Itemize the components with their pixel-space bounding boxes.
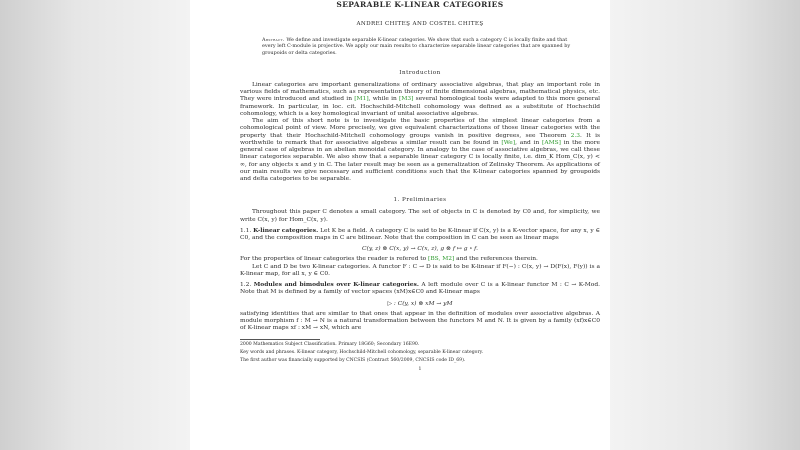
subsection-title: Modules and bimodules over K-linear categories.: [253, 281, 419, 289]
citation-link[interactable]: [M3]: [399, 96, 414, 103]
paper-title: SEPARABLE K-LINEAR CATEGORIES: [336, 0, 504, 9]
preliminaries-paragraph: Throughout this paper C denotes a small category. The set of objects in C is denoted by C0 and, for simplicity, we write C(x, y) for Hom_C(x, y).: [240, 209, 600, 223]
footnote-msc: 2000 Mathematics Subject Classification. Primary 18G60; Secondary 16E90.: [240, 342, 420, 348]
subsection-title: K-linear categories.: [253, 226, 319, 234]
equation-action: ▷ : C(y, x) ⊗ xM → yM: [387, 300, 453, 307]
footnote-rule: [240, 339, 320, 340]
footnote-keywords: Key words and phrases. K-linear category, Hochschild-Mitchell cohomology, separable K-linear category.: [240, 350, 484, 356]
intro-paragraph-2: The aim of this short note is to investigate the basic properties of the simplest linear categories from a cohomological point of view. More precisely, we give equivalent characterizations of those linear categories with the property that their Hochschild-Mitchell cohomology groups vanish in positive degrees, see Theorem 2.3. It is worthwhile to remark that for associative algebras a similar result can be found in [We], and in [AMS] in the more general case of algebras in an abelian monoidal category. In analogy to the case of associative algebras, we call these linear categories separable. We also show that a separable linear category C is locally finite, i.e. dim_K Hom_C(x, y) < ∞, for any objects x and y in C. The later result may be seen as a generalization of Zelinsky Theorem. As applications of our main results we give necessary and sufficient conditions such that the K-linear categories spanned by groupoids and delta categories to be separable.: [240, 118, 601, 183]
module-morphism-paragraph: satisfying identities that are similar to that ones that appear in the definition of modules over associative algebras. A module morphism f : M → N is a natural transformation between the functors M and N. It is given by a family (xf)x∈C0 of K-linear maps xf : xM → xN, which are: [240, 310, 600, 332]
citation-link[interactable]: [M1]: [354, 96, 369, 103]
preliminaries-heading: 1. Preliminaries: [393, 197, 447, 204]
right-background: [610, 0, 800, 450]
intro-paragraph-1: Linear categories are important generalizations of ordinary associative algebras, that play an important role in various fields of mathematics, such as representation theory of finite dimensional algebras, mathematical physics, etc. They were introduced and studied in [M1], while in [M3] several homological tools were adapted to this more general framework. In particular, in loc. cit. Hochschild-Mitchell cohomology was defined as a substitute of Hochschild cohomology, which is a key homological invariant of unital associative algebras.: [240, 81, 600, 117]
intro-heading: Introduction: [399, 69, 441, 76]
abstract-label: Abstract.: [262, 37, 285, 43]
citation-link[interactable]: [AMS]: [542, 139, 561, 146]
paper-page: [190, 0, 610, 450]
page-content: [240, 0, 600, 372]
theorem-link[interactable]: 2.3: [570, 132, 581, 139]
subsection-1-2: 1.2. Modules and bimodules over K-linear categories. A left module over C is a K-linear functor M : C → K-Mod. Note that M is defined by a family of vector spaces (xM)x∈C0 and K-linear maps: [240, 281, 600, 296]
paper-authors: ANDREI CHITEŞ AND COSTEL CHITEŞ: [356, 21, 484, 27]
citation-link[interactable]: [BS, M2]: [428, 256, 455, 263]
linear-categories-refs: For the properties of linear categories the reader is refered to [BS, M2] and the references therein.: [240, 256, 538, 263]
page-number: 1: [418, 366, 422, 372]
abstract: [262, 37, 578, 56]
equation-composition: C(y, z) ⊗ C(x, y) → C(x, z), g ⊗ f ↦ g ∘ f.: [362, 246, 478, 253]
citation-link[interactable]: [We]: [501, 139, 516, 146]
subsection-1-1: 1.1. K-linear categories. Let K be a field. A category C is said to be K-linear if C(x, y) is a K-vector space, for any x, y ∈ C0, and the composition maps in C are bilinear. Note that the composition in C can be seen as linear maps: [240, 226, 600, 242]
abstract-text: We define and investigate separable K-linear categories. We show that such a category C is locally finite and that every left C-module is projective. We apply our main results to characterize separable linear categories that are spanned by groupoids or delta categories.: [262, 37, 571, 56]
left-background: [0, 0, 190, 450]
functor-definition: Let C and D be two K-linear categories. A functor F : C → D is said to be K-linear if F(−) : C(x, y) → D(F(x), F(y)) is a K-linear map, for all x, y ∈ C0.: [240, 263, 600, 277]
footnote-funding: The first author was financially supported by CNCSIS (Contract 560/2009, CNCSIS code ID_69).: [240, 357, 466, 363]
